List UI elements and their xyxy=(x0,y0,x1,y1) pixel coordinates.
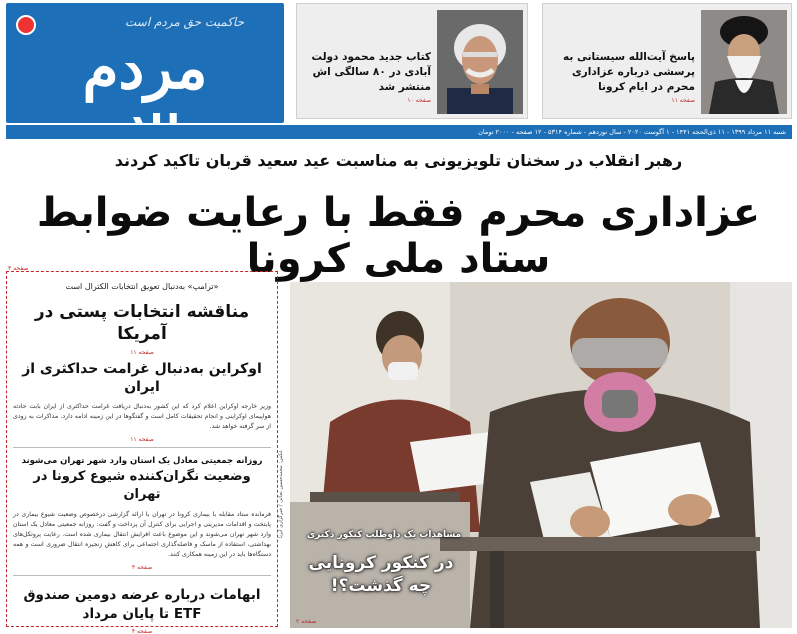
promo-sistani-text: پاسخ آیت‌الله سیستانی به پرسشی درباره عزاداری محرم در ایام کرونا xyxy=(563,51,695,93)
photo-headline[interactable]: در کنکور کرونایی چه گذشت؟! xyxy=(308,553,454,596)
story-ukraine-headline[interactable]: اوکراین به‌دنبال غرامت حداکثری از ایران xyxy=(22,361,262,395)
story-tehran-body: فرمانده ستاد مقابله با بیماری کرونا در تهران با ارائه گزارشی درخصوص وضعیت شیوع بیماری در پایتخت و اقدامات مدیریتی و اجرایی برای کنترل آن پرداخت و گفت: روزانه جمعیتی معادل یک استان وارد شهر تهران می‌شوند و این موضوع باعث افزایش انتقال بیماری شده است. رعایت پروتکل‌های بهداشتی، استفاده از ماسک و فاصله‌گذاری اجتماعی برای کاهش زنجیره انتقال ضروری است و همه دستگاه‌ها باید در این زمینه همکاری کنند. xyxy=(13,511,271,558)
story-tehran-page: صفحه ۳ xyxy=(131,564,153,571)
photo-page: صفحه ۲ xyxy=(296,618,317,625)
divider xyxy=(13,575,271,576)
masthead-title: مردم xyxy=(82,34,208,102)
photo-subhead: مشاهدات یک داوطلب کنکور دکتری xyxy=(306,530,462,540)
story-ukraine-body: وزیر خارجه اوکراین اعلام کرد که این کشور به‌دنبال دریافت غرامت حداکثری از ایران بابت حادثه هواپیمای اوکراینی و انجام تحقیقات کامل است و گفتگوها در این زمینه ادامه دارد. مذاکرات به زودی از سر گرفته خواهد شد. xyxy=(13,403,271,430)
logo-icon xyxy=(16,15,36,35)
dateline: شنبه ۱۱ مرداد ۱۳۹۹ - ۱۱ ذی‌الحجه ۱۴۴۱ - ۱ آگوست ۲۰۲۰ - سال نوزدهم - شماره ۵۳۱۴ - ۱۲ صفحه - ۲۰۰۰ تومان xyxy=(6,125,792,139)
story-us-headline[interactable]: مناقشه انتخابات پستی در آمریکا xyxy=(34,302,250,344)
masthead xyxy=(6,3,284,123)
story-tehran-subhead: روزانه جمعیتی معادل یک استان وارد شهر تهران می‌شوند xyxy=(21,456,263,466)
story-etf-page: صفحه ۴ xyxy=(131,628,153,634)
portrait-writer xyxy=(437,10,523,114)
story-us-page: صفحه ۱۱ xyxy=(130,349,154,356)
promo-book-page: صفحه ۱۰ xyxy=(407,97,431,104)
photo-credit: عکس: محمدحسین نجاتی / خبرگزاری ایرنا xyxy=(278,450,284,539)
news-column xyxy=(6,271,278,634)
story-us-subhead: «ترامپ» به‌دنبال تعویق انتخابات الکترال است xyxy=(65,282,219,291)
masthead-tagline: حاکمیت حق مردم است xyxy=(125,15,244,29)
promo-book-text: کتاب جدید محمود دولت آبادی در ۸۰ سالگی اش منتشر شد xyxy=(311,51,431,93)
story-etf-headline[interactable]: ابهامات درباره عرضه دومین صندوق ETF تا پایان مرداد xyxy=(23,587,261,622)
kicker: رهبر انقلاب در سخنان تلویزیونی به مناسبت عید سعید قربان تاکید کردند xyxy=(114,151,683,170)
story-tehran-headline[interactable]: وضعیت نگران‌کننده شیوع کرونا در تهران xyxy=(33,469,251,502)
divider xyxy=(13,447,271,448)
promo-book[interactable] xyxy=(296,3,528,119)
promo-sistani-page: صفحه ۱۱ xyxy=(671,97,695,104)
leftcol-page: صفحه ۳ xyxy=(8,265,29,272)
main-headline[interactable]: عزاداری محرم فقط با رعایت ضوابط ستاد ملی کرونا xyxy=(36,190,761,282)
portrait-cleric xyxy=(701,10,787,114)
promo-sistani[interactable] xyxy=(542,3,792,119)
story-ukraine-page: صفحه ۱۱ xyxy=(130,436,154,443)
